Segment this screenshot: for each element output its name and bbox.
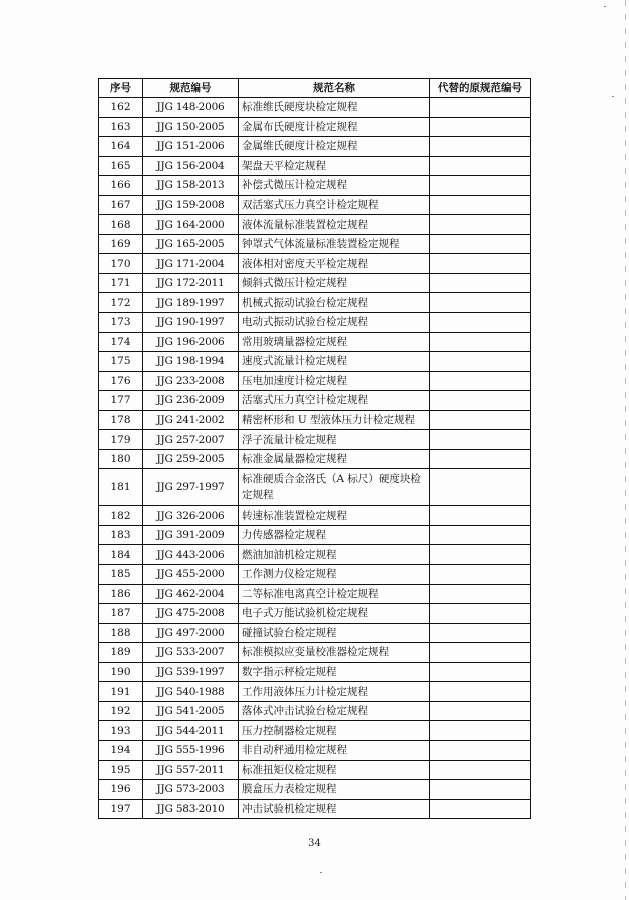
- row-replaced-code: [430, 273, 531, 293]
- table-row: [99, 682, 531, 702]
- table-row: [99, 701, 531, 721]
- table-row: [99, 176, 531, 196]
- row-spec-code: JJG 573-2003: [143, 780, 239, 800]
- row-spec-code: JJG 236-2009: [143, 391, 239, 411]
- row-spec-name: 钟罩式气体流量标准装置检定规程: [239, 234, 430, 254]
- row-spec-code: JJG 541-2005: [143, 701, 239, 721]
- row-replaced-code: [430, 410, 531, 430]
- table-row: [99, 332, 531, 352]
- row-spec-name: 浮子流量计检定规程: [239, 430, 430, 450]
- row-replaced-code: [430, 469, 531, 506]
- row-spec-code: JJG 497-2000: [143, 623, 239, 643]
- row-replaced-code: [430, 215, 531, 235]
- row-spec-name: 精密杯形和 U 型液体压力计检定规程: [239, 410, 430, 430]
- row-serial-number: 175: [99, 352, 143, 372]
- row-spec-name: 膜盒压力表检定规程: [239, 780, 430, 800]
- row-spec-code: JJG 391-2009: [143, 525, 239, 545]
- row-replaced-code: [430, 371, 531, 391]
- row-spec-code: JJG 557-2011: [143, 760, 239, 780]
- row-replaced-code: [430, 799, 531, 819]
- row-serial-number: 164: [99, 137, 143, 157]
- table-row: [99, 195, 531, 215]
- row-spec-name: 非自动秤通用检定规程: [239, 740, 430, 760]
- table-row: [99, 98, 531, 118]
- row-replaced-code: [430, 254, 531, 274]
- table-row: [99, 137, 531, 157]
- row-serial-number: 170: [99, 254, 143, 274]
- row-replaced-code: [430, 430, 531, 450]
- row-serial-number: 181: [99, 469, 143, 506]
- row-serial-number: 182: [99, 506, 143, 526]
- page-number: 34: [308, 838, 321, 849]
- row-replaced-code: [430, 780, 531, 800]
- row-spec-name: 标准维氏硬度块检定规程: [239, 98, 430, 118]
- table-row: [99, 449, 531, 469]
- row-serial-number: 178: [99, 410, 143, 430]
- table-row: [99, 293, 531, 313]
- scan-speck: [612, 96, 614, 97]
- row-serial-number: 189: [99, 643, 143, 663]
- row-serial-number: 165: [99, 156, 143, 176]
- row-spec-code: JJG 151-2006: [143, 137, 239, 157]
- row-replaced-code: [430, 137, 531, 157]
- row-spec-code: JJG 165-2005: [143, 234, 239, 254]
- table-row: [99, 506, 531, 526]
- row-spec-name: 液体流量标准装置检定规程: [239, 215, 430, 235]
- table-row: [99, 313, 531, 333]
- row-replaced-code: [430, 565, 531, 585]
- row-spec-code: JJG 259-2005: [143, 449, 239, 469]
- row-serial-number: 191: [99, 682, 143, 702]
- row-spec-code: JJG 150-2005: [143, 117, 239, 137]
- row-spec-name: 压力控制器检定规程: [239, 721, 430, 741]
- table-row: [99, 352, 531, 372]
- row-replaced-code: [430, 721, 531, 741]
- row-spec-code: JJG 462-2004: [143, 584, 239, 604]
- row-spec-code: JJG 156-2004: [143, 156, 239, 176]
- specification-table: [98, 78, 531, 819]
- row-replaced-code: [430, 332, 531, 352]
- row-spec-name: 金属布氏硬度计检定规程: [239, 117, 430, 137]
- row-replaced-code: [430, 293, 531, 313]
- row-spec-code: JJG 241-2002: [143, 410, 239, 430]
- row-serial-number: 167: [99, 195, 143, 215]
- row-replaced-code: [430, 584, 531, 604]
- row-spec-name: 补偿式微压计检定规程: [239, 176, 430, 196]
- row-replaced-code: [430, 506, 531, 526]
- table-row: [99, 565, 531, 585]
- row-spec-name: 转速标准装置检定规程: [239, 506, 430, 526]
- row-serial-number: 183: [99, 525, 143, 545]
- row-replaced-code: [430, 760, 531, 780]
- row-replaced-code: [430, 98, 531, 118]
- table-row: [99, 254, 531, 274]
- row-replaced-code: [430, 662, 531, 682]
- row-spec-code: JJG 257-2007: [143, 430, 239, 450]
- row-spec-code: JJG 583-2010: [143, 799, 239, 819]
- row-replaced-code: [430, 643, 531, 663]
- row-spec-name: 二等标准电离真空计检定规程: [239, 584, 430, 604]
- row-spec-name: 电动式振动试验台检定规程: [239, 313, 430, 333]
- row-serial-number: 188: [99, 623, 143, 643]
- table-row: [99, 721, 531, 741]
- table-row: [99, 410, 531, 430]
- row-serial-number: 173: [99, 313, 143, 333]
- row-serial-number: 193: [99, 721, 143, 741]
- table-row: [99, 643, 531, 663]
- row-serial-number: 194: [99, 740, 143, 760]
- row-serial-number: 171: [99, 273, 143, 293]
- row-replaced-code: [430, 117, 531, 137]
- row-replaced-code: [430, 604, 531, 624]
- row-replaced-code: [430, 449, 531, 469]
- row-serial-number: 179: [99, 430, 143, 450]
- row-spec-code: JJG 533-2007: [143, 643, 239, 663]
- row-serial-number: 197: [99, 799, 143, 819]
- row-spec-code: JJG 475-2008: [143, 604, 239, 624]
- table-row: [99, 584, 531, 604]
- table-row: [99, 430, 531, 450]
- row-serial-number: 166: [99, 176, 143, 196]
- row-spec-code: JJG 158-2013: [143, 176, 239, 196]
- table-row: [99, 156, 531, 176]
- row-spec-code: JJG 539-1997: [143, 662, 239, 682]
- header-replaced-code: 代替的原规范编号: [430, 79, 531, 98]
- row-serial-number: 177: [99, 391, 143, 411]
- row-spec-code: JJG 544-2011: [143, 721, 239, 741]
- row-replaced-code: [430, 352, 531, 372]
- row-spec-code: JJG 159-2008: [143, 195, 239, 215]
- row-spec-name: 架盘天平检定规程: [239, 156, 430, 176]
- row-serial-number: 187: [99, 604, 143, 624]
- row-spec-code: JJG 233-2008: [143, 371, 239, 391]
- table-row: [99, 215, 531, 235]
- row-spec-name: 标准硬质合金洛氏（A 标尺）硬度块检定规程: [239, 469, 430, 506]
- row-spec-name: 冲击试验机检定规程: [239, 799, 430, 819]
- table-row: [99, 780, 531, 800]
- scan-speck: [320, 872, 322, 873]
- table-row: [99, 545, 531, 565]
- row-serial-number: 196: [99, 780, 143, 800]
- row-replaced-code: [430, 176, 531, 196]
- row-spec-code: JJG 297-1997: [143, 469, 239, 506]
- table-row: [99, 740, 531, 760]
- row-spec-name: 工作测力仪检定规程: [239, 565, 430, 585]
- row-replaced-code: [430, 740, 531, 760]
- table-row: [99, 662, 531, 682]
- row-replaced-code: [430, 195, 531, 215]
- header-serial-number: 序号: [99, 79, 143, 98]
- table-row: [99, 273, 531, 293]
- header-spec-code: 规范编号: [143, 79, 239, 98]
- row-spec-name: 双活塞式压力真空计检定规程: [239, 195, 430, 215]
- row-replaced-code: [430, 623, 531, 643]
- row-spec-name: 活塞式压力真空计检定规程: [239, 391, 430, 411]
- row-spec-name: 标准模拟应变量校准器检定规程: [239, 643, 430, 663]
- row-spec-name: 压电加速度计检定规程: [239, 371, 430, 391]
- row-spec-name: 液体相对密度天平检定规程: [239, 254, 430, 274]
- row-spec-code: JJG 540-1988: [143, 682, 239, 702]
- row-spec-code: JJG 172-2011: [143, 273, 239, 293]
- row-serial-number: 162: [99, 98, 143, 118]
- scan-edge-artifact: [625, 0, 626, 900]
- table-row: [99, 760, 531, 780]
- row-spec-name: 数字指示秤检定规程: [239, 662, 430, 682]
- row-serial-number: 174: [99, 332, 143, 352]
- row-replaced-code: [430, 701, 531, 721]
- row-serial-number: 186: [99, 584, 143, 604]
- row-serial-number: 192: [99, 701, 143, 721]
- row-serial-number: 168: [99, 215, 143, 235]
- row-spec-code: JJG 148-2006: [143, 98, 239, 118]
- row-spec-code: JJG 443-2006: [143, 545, 239, 565]
- row-spec-name: 速度式流量计检定规程: [239, 352, 430, 372]
- table-row: [99, 234, 531, 254]
- row-spec-code: JJG 190-1997: [143, 313, 239, 333]
- row-spec-name: 标准扭矩仪检定规程: [239, 760, 430, 780]
- row-replaced-code: [430, 156, 531, 176]
- row-spec-code: JJG 189-1997: [143, 293, 239, 313]
- row-spec-name: 倾斜式微压计检定规程: [239, 273, 430, 293]
- row-replaced-code: [430, 525, 531, 545]
- row-spec-name: 机械式振动试验台检定规程: [239, 293, 430, 313]
- row-spec-name: 电子式万能试验机检定规程: [239, 604, 430, 624]
- row-spec-code: JJG 196-2006: [143, 332, 239, 352]
- row-spec-name: 常用玻璃量器检定规程: [239, 332, 430, 352]
- table-row: [99, 525, 531, 545]
- table-body: [99, 98, 531, 819]
- row-replaced-code: [430, 545, 531, 565]
- row-serial-number: 184: [99, 545, 143, 565]
- row-replaced-code: [430, 682, 531, 702]
- row-serial-number: 185: [99, 565, 143, 585]
- table-row: [99, 469, 531, 506]
- table-row: [99, 371, 531, 391]
- row-spec-name: 工作用液体压力计检定规程: [239, 682, 430, 702]
- scan-speck: [604, 6, 606, 7]
- row-serial-number: 190: [99, 662, 143, 682]
- row-spec-code: JJG 326-2006: [143, 506, 239, 526]
- table-row: [99, 604, 531, 624]
- table-row: [99, 799, 531, 819]
- row-replaced-code: [430, 313, 531, 333]
- row-spec-code: JJG 198-1994: [143, 352, 239, 372]
- row-spec-name: 落体式冲击试验台检定规程: [239, 701, 430, 721]
- row-serial-number: 180: [99, 449, 143, 469]
- row-spec-name: 标准金属量器检定规程: [239, 449, 430, 469]
- row-serial-number: 172: [99, 293, 143, 313]
- row-replaced-code: [430, 391, 531, 411]
- row-spec-name: 金属维氏硬度计检定规程: [239, 137, 430, 157]
- row-serial-number: 169: [99, 234, 143, 254]
- header-spec-name: 规范名称: [239, 79, 430, 98]
- table-row: [99, 391, 531, 411]
- row-spec-name: 力传感器检定规程: [239, 525, 430, 545]
- row-serial-number: 176: [99, 371, 143, 391]
- row-serial-number: 163: [99, 117, 143, 137]
- row-spec-code: JJG 455-2000: [143, 565, 239, 585]
- row-spec-code: JJG 171-2004: [143, 254, 239, 274]
- row-spec-name: 燃油加油机检定规程: [239, 545, 430, 565]
- row-spec-code: JJG 164-2000: [143, 215, 239, 235]
- row-spec-code: JJG 555-1996: [143, 740, 239, 760]
- table-header-row: [99, 79, 531, 98]
- row-spec-name: 碰撞试验台检定规程: [239, 623, 430, 643]
- row-serial-number: 195: [99, 760, 143, 780]
- table-row: [99, 623, 531, 643]
- table-row: [99, 117, 531, 137]
- row-replaced-code: [430, 234, 531, 254]
